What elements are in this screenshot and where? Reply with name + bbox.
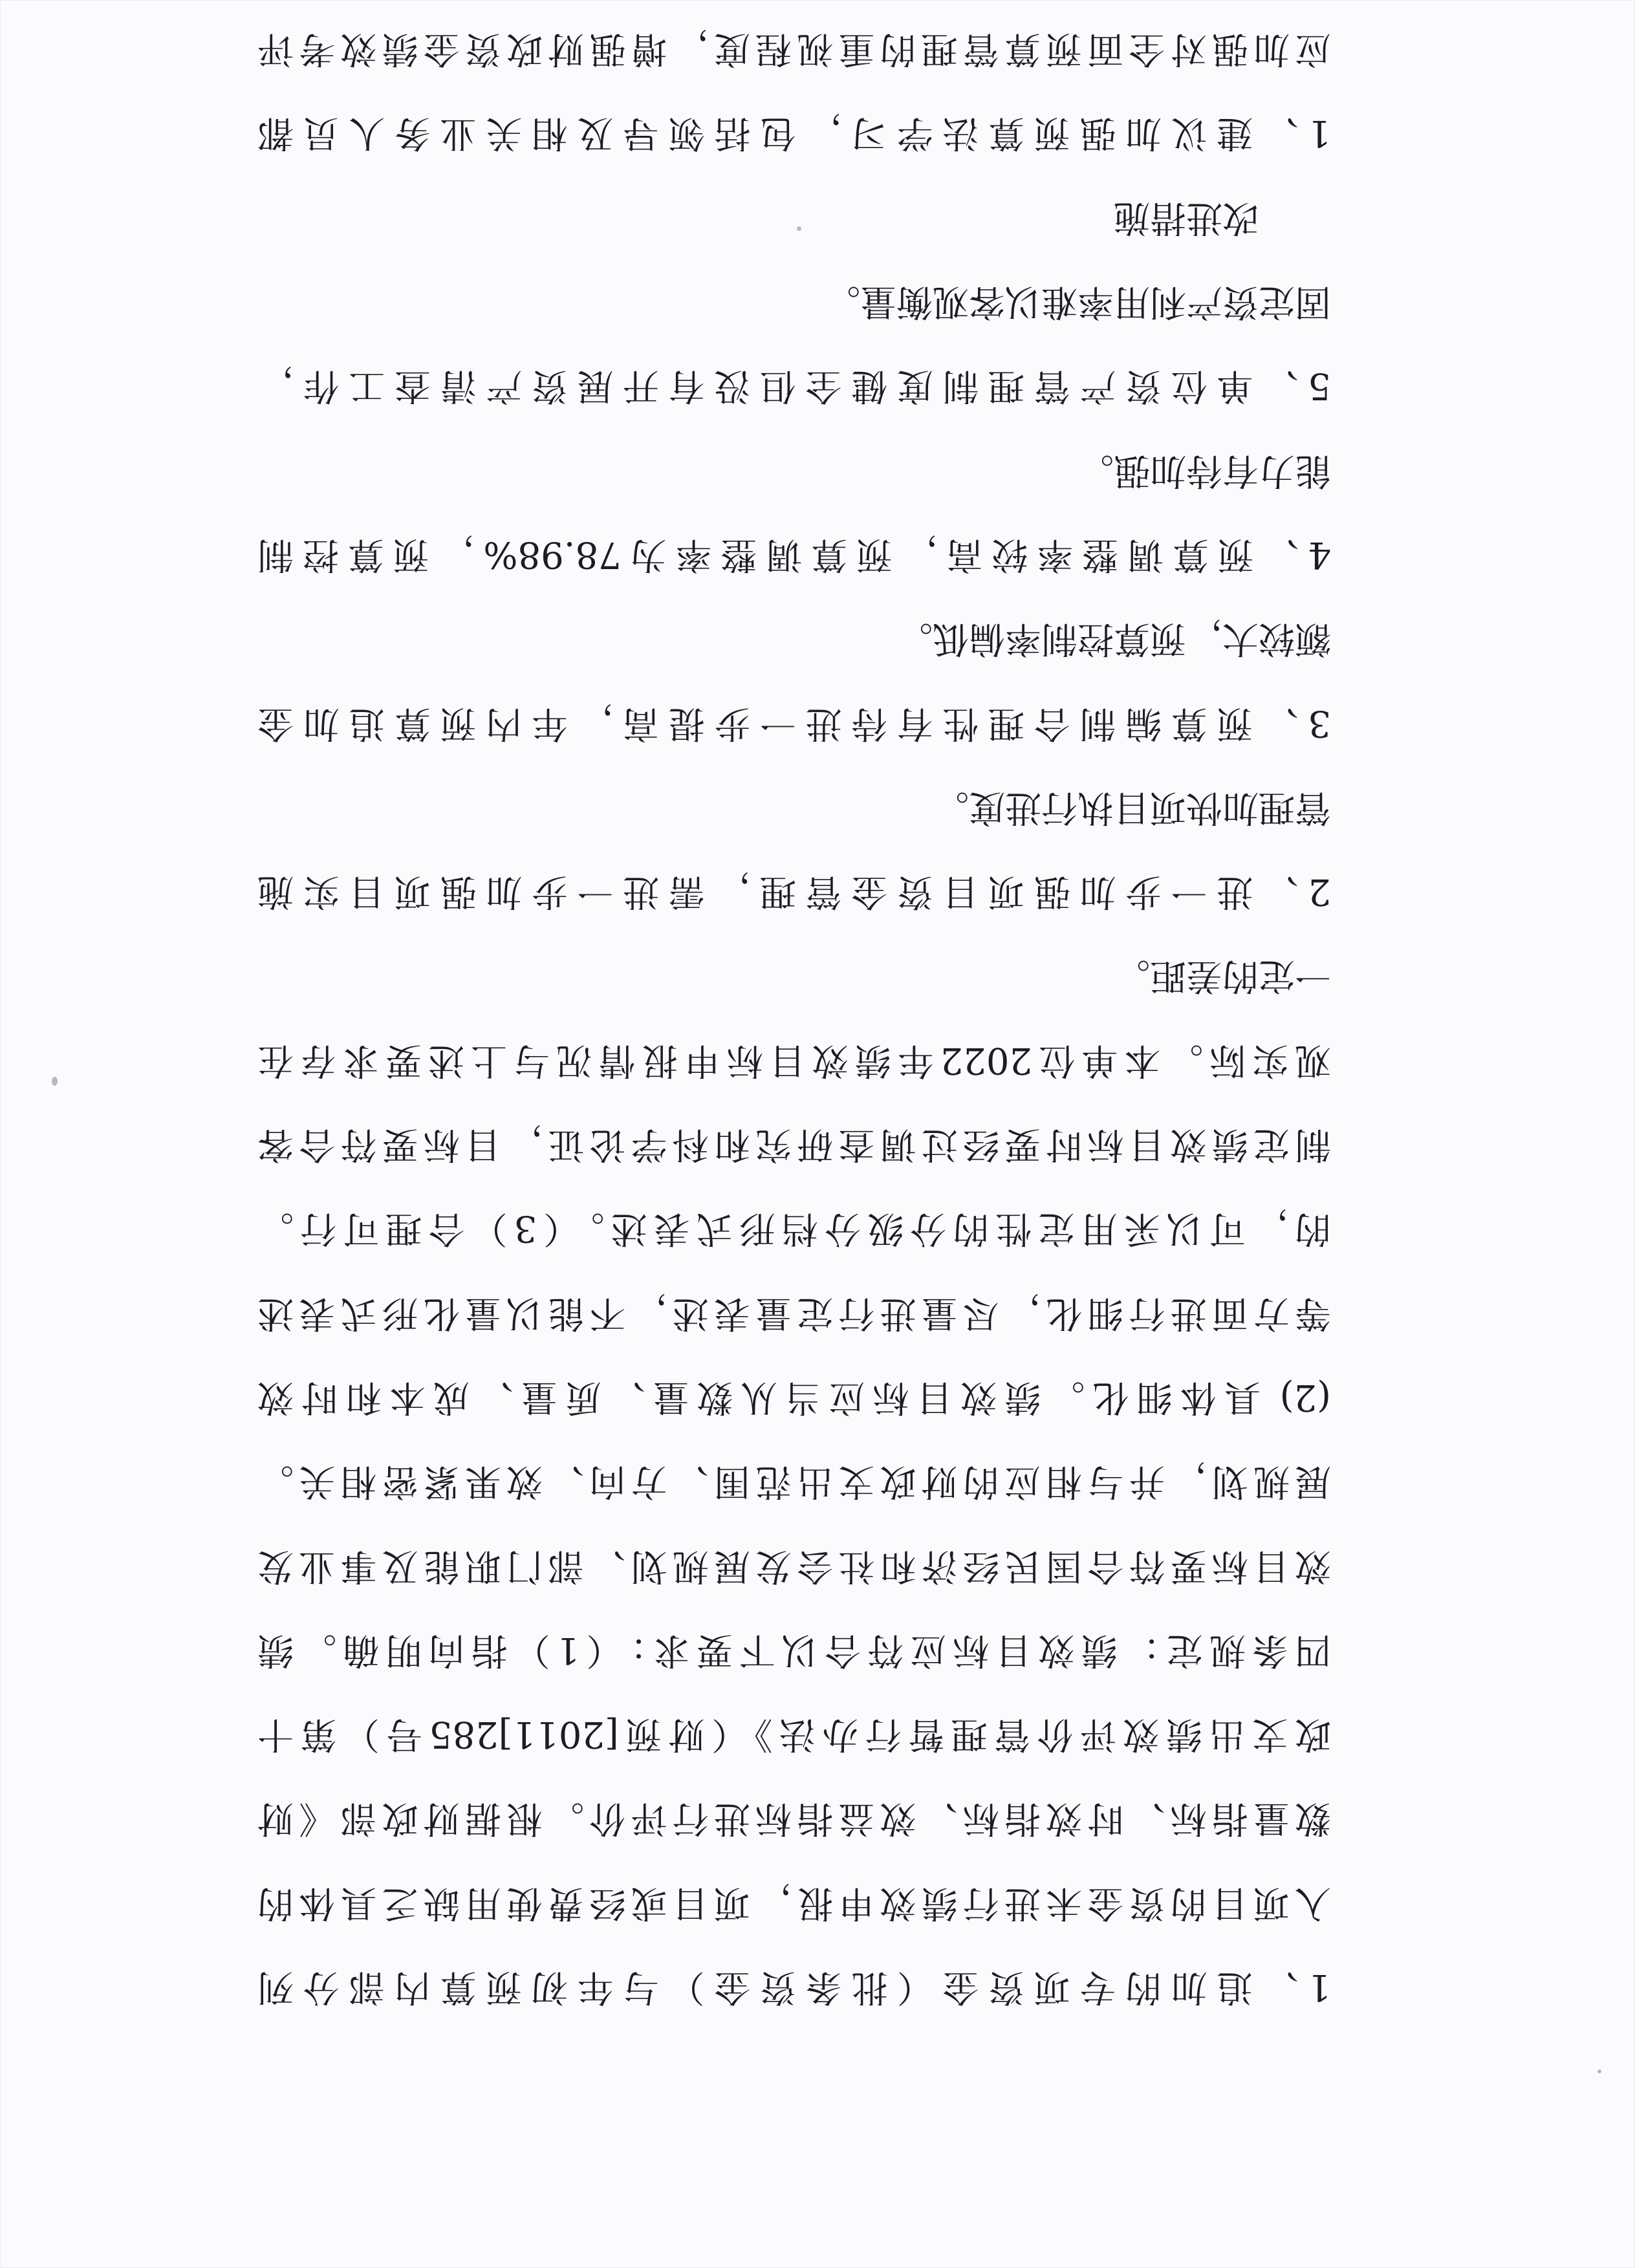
text-line: 入项目的资金未进行绩效申报，项目或经费使用缺乏具体的 <box>257 1881 1331 1924</box>
text-line: 观实际。本单位2022年绩效目标申报情况与上述要求存在 <box>257 1039 1331 1081</box>
text-line: 四条规定：绩效目标应符合以下要求：（1）指向明确。绩 <box>257 1628 1331 1671</box>
text-line: 2、进一步加强项目资金管理，需进一步加强项目实施 <box>257 870 1331 913</box>
text-line: 政支出绩效评价管理暂行办法》（财预[2011]285号）第十 <box>257 1713 1331 1756</box>
text-line: 3、预算编制合理性有待进一步提高，年内预算追加金 <box>257 702 1331 744</box>
document-body <box>257 6 1331 2029</box>
text-line: 展规划，并与相应的财政支出范围、方向、效果紧密相关。 <box>257 1460 1331 1503</box>
text-line: 1、追加的专项资金（批条资金）与年初预算内部分列 <box>257 1966 1331 2008</box>
text-line: 4、预算调整率较高，预算调整率为78.98%，预算控制 <box>257 533 1331 576</box>
text-line: 效目标要符合国民经济和社会发展规划、部门职能及事业发 <box>257 1544 1331 1587</box>
text-line: 应加强对全面预算管理的重视程度，增强财政资金绩效考评 <box>257 28 1331 70</box>
text-line: 额较大，预算控制率偏低。 <box>896 618 1331 660</box>
text-line: 1、建议加强预算法学习，包括领导及相关业务人员都 <box>257 112 1331 155</box>
text-line: 的，可以采用定性的分级分档形式表述。（3）合理可行。 <box>257 1207 1331 1250</box>
text-line: 管理加快项目执行进度。 <box>933 786 1331 828</box>
text-line: (2) 具体细化。绩效目标应当从数量、质量、成本和时效 <box>257 1376 1331 1418</box>
text-line: 固定资产利用率难以客观衡量。 <box>824 281 1331 323</box>
text-line: 制定绩效目标时要经过调查研究和科学论证，目标要符合客 <box>257 1123 1331 1166</box>
text-line: 5、单位资产管理制度健全但没有开展资产清查工作， <box>257 365 1331 407</box>
text-line: 一定的差距。 <box>1114 955 1331 997</box>
text-line: 等方面进行细化，尽量进行定量表述，不能以量化形式表述 <box>257 1291 1331 1334</box>
section-heading: 改进措施 <box>1114 196 1259 239</box>
text-line: 能力有待加强。 <box>1077 449 1331 491</box>
text-line: 数量指标、时效指标、效益指标进行评价。根据财政部《财 <box>257 1797 1331 1840</box>
